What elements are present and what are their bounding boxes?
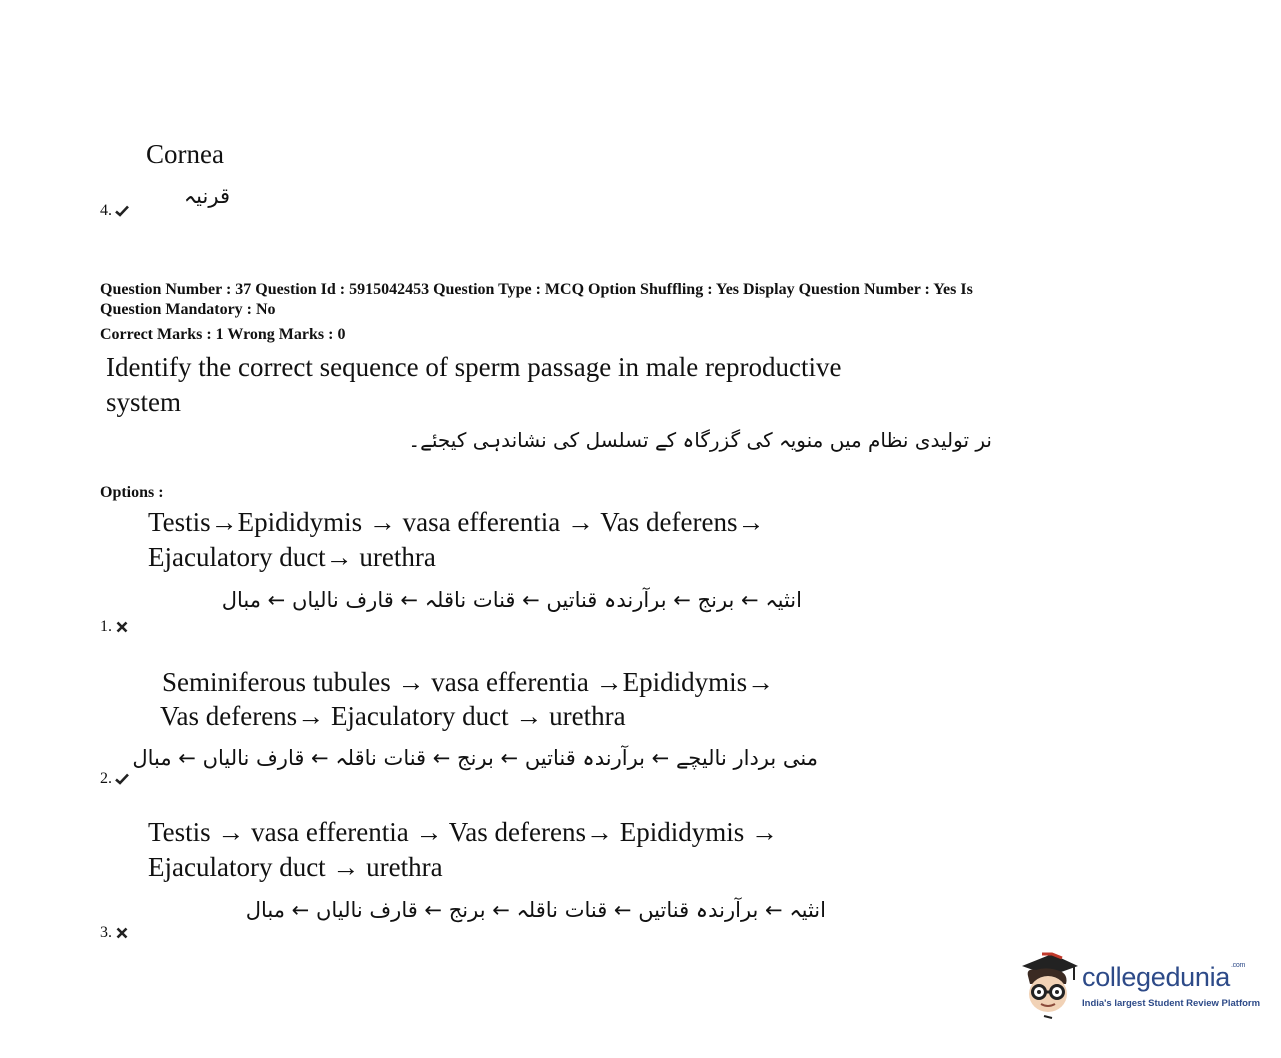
tick-icon	[115, 204, 129, 218]
option-3-line2: Ejaculatory duct → urethra	[148, 852, 443, 882]
option-3-line1: Testis → vasa efferentia → Vas deferens→ Epididymis →	[148, 817, 778, 847]
question-text-line1: Identify the correct sequence of sperm passage in male reproductive	[106, 352, 842, 382]
option-1-number-row	[100, 618, 129, 636]
options-label: Options :	[100, 484, 164, 501]
option-2-line1: Seminiferous tubules → vasa efferentia →Epididymis→	[162, 667, 775, 697]
logo-suffix: .com	[1231, 962, 1246, 969]
question-meta-line1: Question Number : 37 Question Id : 5915042453 Question Type : MCQ Option Shuffling : Yes Display Question Number : Yes Is	[100, 281, 973, 298]
option-1-number: 1.	[100, 618, 112, 635]
question-marks: Correct Marks : 1 Wrong Marks : 0	[100, 326, 346, 343]
option-2-line2: Vas deferens→ Ejaculatory duct → urethra	[160, 701, 626, 731]
option-3-urdu: انثیہ ← برآرندہ قناتیں ← قنات ناقلہ ← برنج ← قارف نالیاں ← مبال	[245, 898, 826, 922]
question-text-line2: system	[106, 387, 182, 417]
logo-name: collegedunia	[1082, 962, 1231, 992]
prev-option-english: Cornea	[146, 139, 224, 169]
logo-wordmark	[1082, 962, 1245, 993]
prev-option-number-row	[100, 202, 129, 220]
option-3-number-row	[100, 924, 129, 942]
question-text-urdu: نر تولیدی نظام میں منویہ کی گزرگاہ کے تسلسل کی نشاندہی کیجئے۔	[408, 428, 992, 452]
tick-icon	[115, 772, 129, 786]
cross-icon	[115, 926, 129, 940]
option-1-urdu: انثیہ ← برنج ← برآرندہ قناتیں ← قنات ناقلہ ← قارف نالیاں ← مبال	[221, 588, 802, 612]
option-1-line1: Testis→Epididymis → vasa efferentia → Vas deferens→	[148, 507, 765, 537]
question-meta-line2: Question Mandatory : No	[100, 301, 276, 318]
cross-icon	[115, 620, 129, 634]
option-2-number: 2.	[100, 770, 112, 787]
option-2-urdu: منی بردار نالیچے ← برآرندہ قناتیں ← برنج ← قنات ناقلہ ← قارف نالیاں ← مبال	[132, 746, 818, 770]
collegedunia-logo	[1018, 950, 1261, 1022]
option-1-line2: Ejaculatory duct→ urethra	[148, 542, 436, 572]
option-3-number: 3.	[100, 924, 112, 941]
prev-option-number: 4.	[100, 202, 112, 219]
mascot-icon	[1018, 950, 1080, 1022]
prev-option-urdu: قرنیہ	[183, 184, 230, 208]
option-2-number-row	[100, 770, 129, 788]
logo-tagline: India's largest Student Review Platform	[1082, 998, 1261, 1009]
